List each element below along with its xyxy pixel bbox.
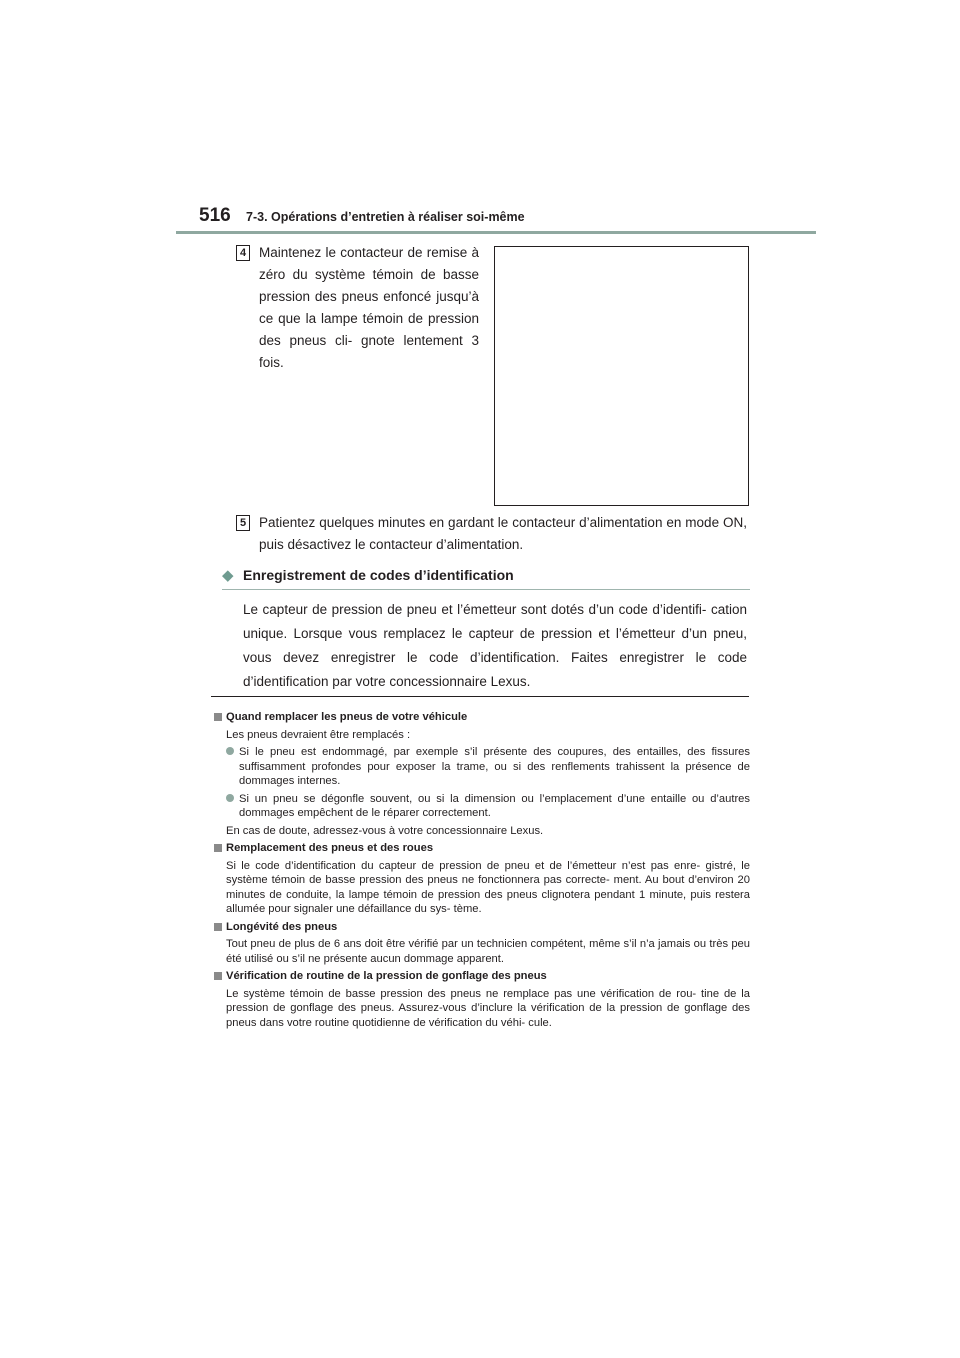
note-heading-text: Vérification de routine de la pression de gonflage des pneus xyxy=(226,970,547,982)
diamond-icon: ◆ xyxy=(222,567,234,584)
page-number: 516 xyxy=(199,205,231,226)
circle-bullet-icon xyxy=(226,747,234,755)
note-heading-text: Quand remplacer les pneus de votre véhicule xyxy=(226,711,468,723)
square-icon xyxy=(214,972,222,980)
square-icon xyxy=(214,923,222,931)
step-4-badge: 4 xyxy=(236,245,250,261)
note-heading xyxy=(214,710,750,725)
step-5-text: Patientez quelques minutes en gardant le contacteur d’alimentation en mode ON, puis désactivez le contacteur d’alimentation. xyxy=(259,515,747,552)
circle-bullet-icon xyxy=(226,794,234,802)
illustration-frame xyxy=(494,246,749,506)
section-divider xyxy=(222,589,750,590)
list-item-text: Si un pneu se dégonfle souvent, ou si la dimension ou l’emplacement d’une entaille ou d’autres dommages empêchent de le réparer correctement. xyxy=(239,792,750,819)
note-body: Si le code d’identification du capteur de pression de pneu et de l’émetteur n’est pas enre- gistré, le système témoin de basse pression des pneus ne fonctionnera pas correcte- ment. Au bout d’environ 20 minutes de conduite, la lampe témoin de pression des pneus clignotera pendant 1 minute, puis restera allumée pour signaler une défaillance du sys- tème. xyxy=(226,859,750,915)
note-body: Le système témoin de basse pression des pneus ne remplace pas une vérification de rou- tine de la pression de gonflage des pneus. Assurez-vous d’inclure la vérification de la pression de gonflage des pneus dans votre routine quotidienne de vérification du véhi- cule. xyxy=(226,987,750,1029)
list-item xyxy=(214,745,750,789)
note-intro: Les pneus devraient être remplacés : xyxy=(226,728,411,741)
note-heading-text: Remplacement des pneus et des roues xyxy=(226,842,434,854)
note-heading xyxy=(214,920,750,935)
note-heading-text: Longévité des pneus xyxy=(226,920,338,933)
square-icon xyxy=(214,713,222,721)
chapter-header: 7-3. Opérations d’entretien à réaliser soi-même xyxy=(246,210,525,224)
section-title: Enregistrement de codes d’identification xyxy=(243,567,514,583)
step-4-text: Maintenez le contacteur de remise à zéro du système témoin de basse pression des pneus enfoncé jusqu’à ce que la lampe témoin de pression des pneus cli- gnote lentement 3 fois. xyxy=(259,245,479,370)
note-heading xyxy=(214,969,750,984)
square-icon xyxy=(214,844,222,852)
step-5-badge: 5 xyxy=(236,515,250,531)
note-body: Tout pneu de plus de 6 ans doit être vérifié par un technicien compétent, même s’il n’a jamais ou très peu été utilisé ou s’il ne présente aucun dommage apparent. xyxy=(226,938,750,965)
list-item-text: Si le pneu est endommagé, par exemple s’il présente des coupures, des entailles, des fissures suffisamment profondes pour exposer la trame, ou si des renflements trahissent la présence de dommages internes. xyxy=(239,746,750,787)
notes-block xyxy=(214,707,750,1030)
header-divider xyxy=(176,231,816,234)
section-body: Le capteur de pression de pneu et l’émetteur sont dotés d’un code d’identifi- cation unique. Lorsque vous remplacez le capteur de pression et l’émetteur d’un pneu, vous devez enregistrer le code d’identification. Faites enregistrer le code d’identification par votre concessionnaire Lexus. xyxy=(243,602,747,689)
note-outro: En cas de doute, adressez-vous à votre concessionnaire Lexus. xyxy=(226,824,544,837)
list-item xyxy=(214,792,750,821)
notes-divider xyxy=(211,696,749,697)
note-heading xyxy=(214,841,750,856)
